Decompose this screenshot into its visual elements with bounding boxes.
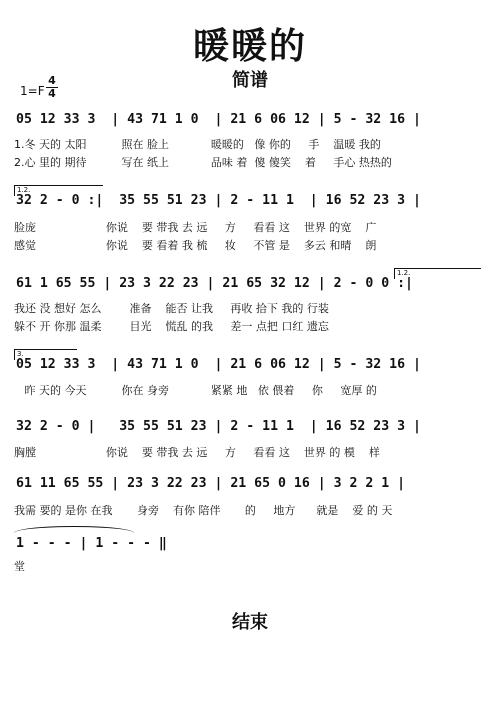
lyric-verse-2: 2.心 里的 期待 写在 纸上 品味 着 傻 傻笑 着 手心 热热的 xyxy=(14,156,392,169)
notation-line: 1 - - - | 1 - - - ‖ xyxy=(16,536,167,551)
notation-line: 32 2 - 0 :| 35 55 51 23 | 2 - 11 1 | 16 52 23 3 | xyxy=(16,193,421,208)
tie-arc xyxy=(14,526,134,533)
meter-denominator: 4 xyxy=(48,87,56,100)
volta-bracket: 3. xyxy=(14,349,77,360)
song-subtitle: 简谱 xyxy=(232,70,268,91)
lyric-verse-1: 胸膛 你说 要 带我 去 远 方 看看 这 世界 的 模 样 xyxy=(14,446,380,459)
notation-line: 05 12 33 3 | 43 71 1 0 | 21 6 06 12 | 5 - 32 16 | xyxy=(16,357,421,372)
lyric-verse-1: 1.冬 天的 太阳 照在 脸上 暖暖的 像 你的 手 温暖 我的 xyxy=(14,138,381,151)
key-signature: 1=F xyxy=(20,84,45,98)
time-signature xyxy=(45,75,59,100)
end-marker: 结束 xyxy=(232,612,268,633)
notation-line: 61 1 65 55 | 23 3 22 23 | 21 65 32 12 | 2 - 0 0 :| xyxy=(16,276,413,291)
song-title: 暖暖的 xyxy=(192,26,307,67)
notation-line: 32 2 - 0 | 35 55 51 23 | 2 - 11 1 | 16 52 23 3 | xyxy=(16,419,421,434)
volta-bracket: 1.2. xyxy=(394,268,481,279)
lyric-verse-1: 我还 没 想好 怎么 准备 能否 让我 再收 拾下 我的 行装 xyxy=(14,302,329,315)
lyric-verse-1: 我需 要的 是你 在我 身旁 有你 陪伴 的 地方 就是 爱 的 天 xyxy=(14,504,393,517)
lyric-verse-1: 堂 xyxy=(14,560,25,573)
notation-line: 05 12 33 3 | 43 71 1 0 | 21 6 06 12 | 5 - 32 16 | xyxy=(16,112,421,127)
lyric-verse-2: 躲不 开 你那 温柔 目光 慌乱 的我 差一 点把 口红 遗忘 xyxy=(14,320,329,333)
volta-bracket: 1.2. xyxy=(14,185,103,196)
meter-numerator: 4 xyxy=(48,74,56,87)
lyric-verse-2: 感觉 你说 要 看着 我 梳 妆 不管 是 多云 和晴 朗 xyxy=(14,239,377,252)
lyric-verse-1: 脸庞 你说 要 带我 去 远 方 看看 这 世界 的宽 广 xyxy=(14,221,377,234)
lyric-verse-1: 昨 天的 今天 你在 身旁 紧紧 地 依 偎着 你 宽厚 的 xyxy=(14,384,377,397)
notation-line: 61 11 65 55 | 23 3 22 23 | 21 65 0 16 | 3 2 2 1 | xyxy=(16,476,406,491)
